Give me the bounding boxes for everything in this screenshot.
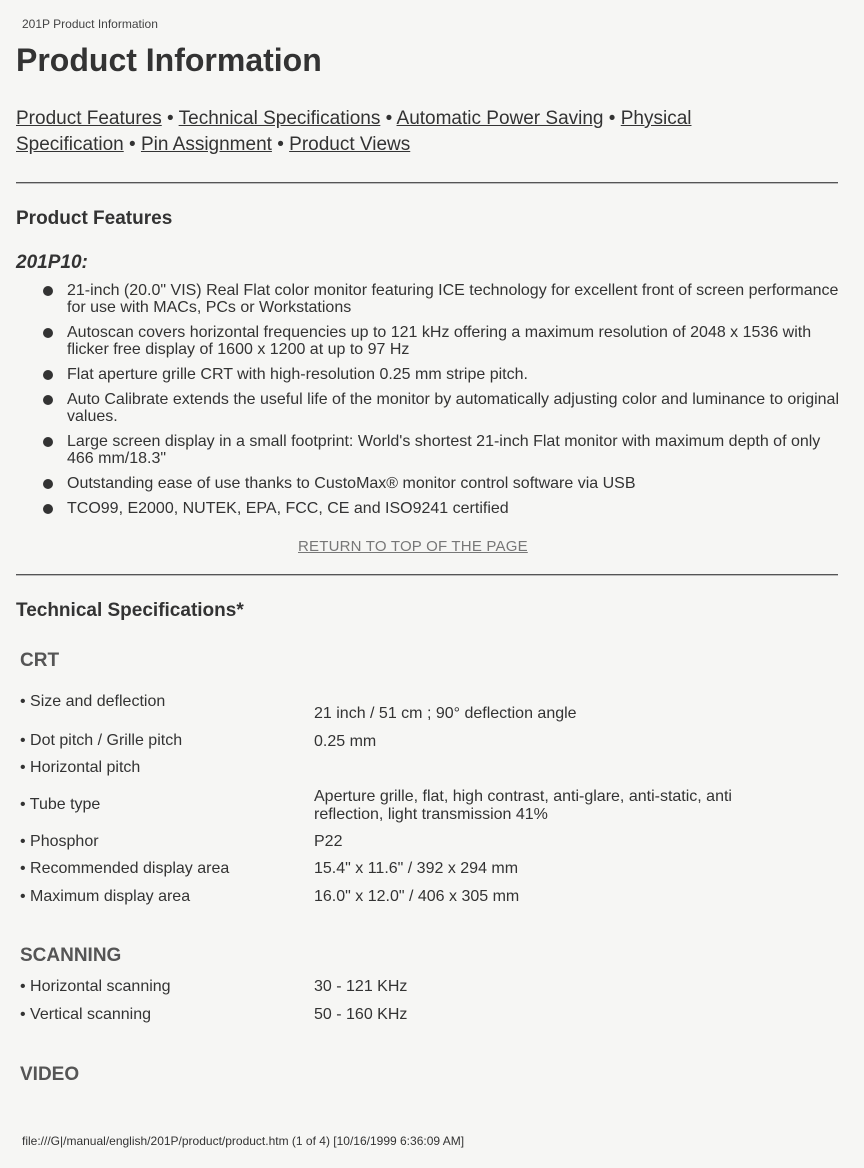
- spec-value: 15.4" x 11.6" / 392 x 294 mm: [314, 860, 519, 877]
- bullet-icon: [43, 328, 53, 338]
- model-name: 201P10:: [16, 252, 88, 273]
- spec-value: 0.25 mm: [314, 733, 377, 750]
- spec-value: 21 inch / 51 cm ; 90° deflection angle: [314, 705, 577, 722]
- bullet-icon: [43, 479, 53, 489]
- nav-separator: •: [380, 108, 397, 129]
- spec-value: 30 - 121 KHz: [314, 978, 408, 995]
- bullet-icon: [43, 286, 53, 296]
- list-item: 21-inch (20.0" VIS) Real Flat color monitor featuring ICE technology for excellent front of screen performance for use with MACs, PCs or Workstations: [36, 282, 842, 316]
- page-title: Product Information: [16, 42, 322, 78]
- nav-link-product-features[interactable]: Product Features: [16, 108, 162, 129]
- technical-specifications-heading: Technical Specifications*: [16, 600, 244, 621]
- list-item: TCO99, E2000, NUTEK, EPA, FCC, CE and ISO9241 certified: [36, 500, 842, 517]
- nav-separator: •: [271, 134, 290, 155]
- nav-link-technical-specifications[interactable]: Technical Specifications: [178, 108, 381, 129]
- spec-label: • Size and deflection: [20, 693, 166, 710]
- nav-link-product-views[interactable]: Product Views: [289, 134, 411, 155]
- nav-separator: •: [123, 134, 141, 155]
- list-item: Autoscan covers horizontal frequencies up to 121 kHz offering a maximum resolution of 2048 x 1536 with flicker free display of 1600 x 1200 at up to 97 Hz: [36, 324, 842, 358]
- list-item: Flat aperture grille CRT with high-resolution 0.25 mm stripe pitch.: [36, 366, 842, 383]
- crt-section-title: CRT: [20, 650, 60, 671]
- divider: [16, 574, 838, 576]
- spec-label: • Maximum display area: [20, 888, 191, 905]
- spec-label: • Vertical scanning: [20, 1006, 152, 1023]
- print-footer-url: file:///G|/manual/english/201P/product/product.htm (1 of 4) [10/16/1999 6:36:09 AM]: [22, 1134, 465, 1148]
- spec-label: • Recommended display area: [20, 860, 230, 877]
- feature-list: [36, 282, 842, 525]
- spec-value: 50 - 160 KHz: [314, 1006, 408, 1023]
- spec-label: • Dot pitch / Grille pitch: [20, 732, 183, 749]
- divider: [16, 182, 838, 184]
- spec-label: • Phosphor: [20, 833, 99, 850]
- return-to-top-link[interactable]: RETURN TO TOP OF THE PAGE: [298, 538, 528, 555]
- nav-link-automatic-power-saving[interactable]: Automatic Power Saving: [396, 108, 604, 129]
- spec-label: • Tube type: [20, 796, 101, 813]
- video-section-title: VIDEO: [20, 1064, 80, 1085]
- bullet-icon: [43, 370, 53, 380]
- product-features-heading: Product Features: [16, 208, 173, 229]
- list-item: Auto Calibrate extends the useful life of the monitor by automatically adjusting color and luminance to original values.: [36, 391, 842, 425]
- nav-separator: •: [161, 108, 179, 129]
- spec-value: 16.0" x 12.0" / 406 x 305 mm: [314, 888, 520, 905]
- spec-value: P22: [314, 833, 343, 850]
- scanning-section-title: SCANNING: [20, 945, 122, 966]
- print-header: 201P Product Information: [22, 17, 158, 31]
- section-nav: [16, 106, 796, 158]
- bullet-icon: [43, 504, 53, 514]
- bullet-icon: [43, 395, 53, 405]
- bullet-icon: [43, 437, 53, 447]
- nav-link-physical-specification[interactable]: Physical Specification: [16, 108, 692, 155]
- list-item: Large screen display in a small footprint: World's shortest 21-inch Flat monitor with maximum depth of only 466 mm/18.3": [36, 433, 842, 467]
- nav-separator: •: [603, 108, 621, 129]
- spec-label: • Horizontal scanning: [20, 978, 171, 995]
- spec-label: • Horizontal pitch: [20, 759, 141, 776]
- list-item: Outstanding ease of use thanks to CustoMax® monitor control software via USB: [36, 475, 842, 492]
- spec-value: Aperture grille, flat, high contrast, anti-glare, anti-static, anti reflection, light transmission 41%: [314, 788, 732, 823]
- nav-link-pin-assignment[interactable]: Pin Assignment: [140, 134, 272, 155]
